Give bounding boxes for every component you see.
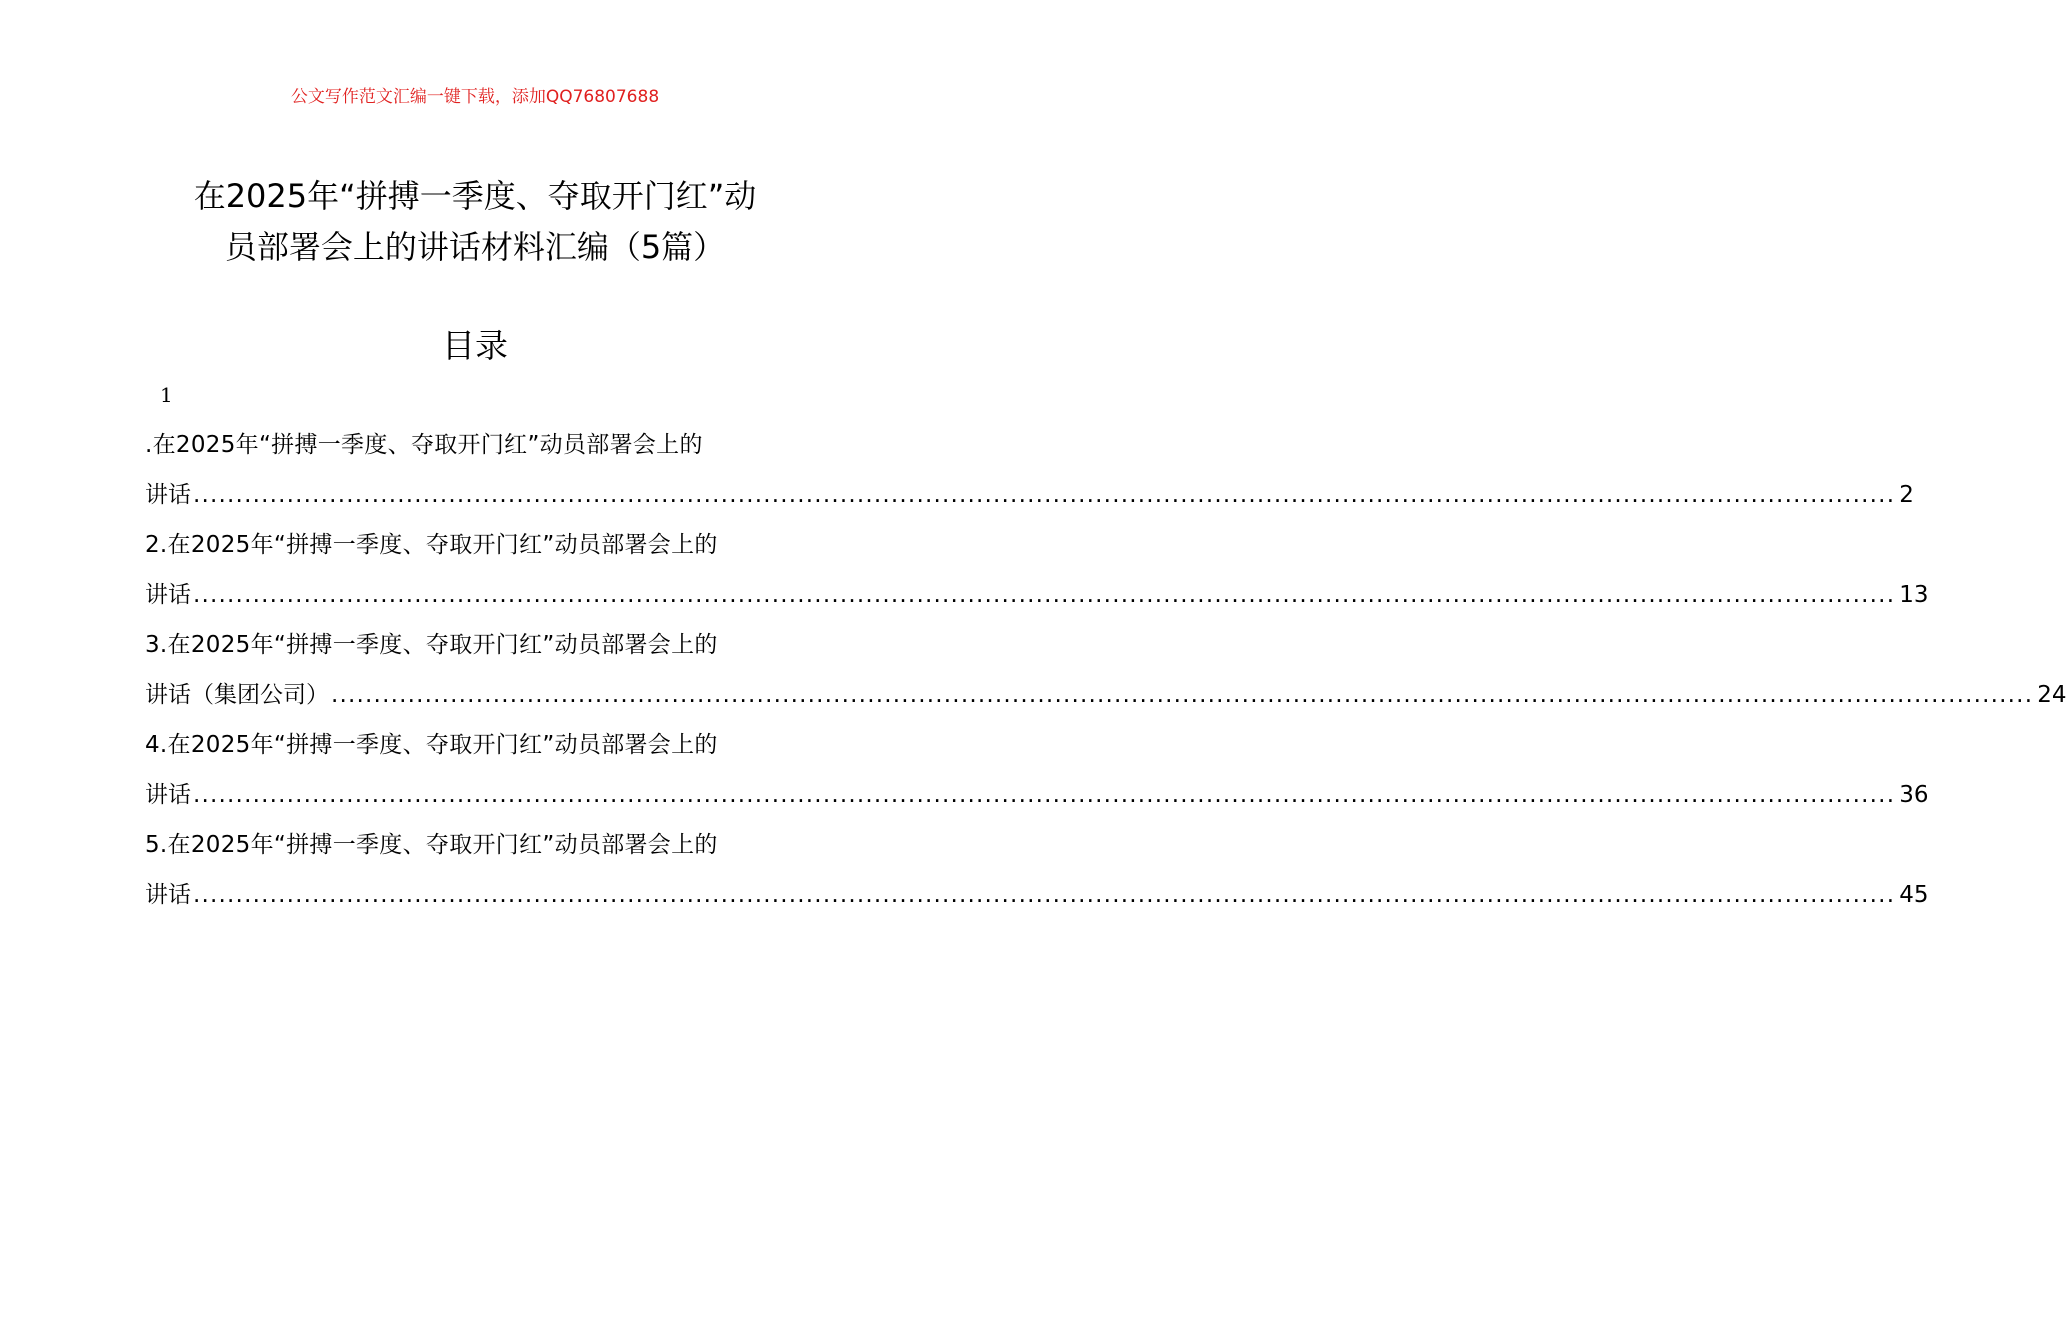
toc-entry-title: 2.在2025年“拼搏一季度、夺取开门红”动员部署会上的 <box>145 532 718 558</box>
document-title-line-1: 在2025年“拼搏一季度、夺取开门红”动 <box>193 177 757 215</box>
toc-heading: 目录 <box>442 326 508 365</box>
toc-entry-title: 4.在2025年“拼搏一季度、夺取开门红”动员部署会上的 <box>145 732 718 758</box>
document-title-line-2: 员部署会上的讲话材料汇编（5篇） <box>224 228 726 266</box>
toc-entry-continuation <box>145 870 1929 920</box>
toc-entry-title-end: 讲话 <box>145 582 191 608</box>
toc-entry-title-end: 讲话（集团公司） <box>145 682 329 708</box>
stray-page-number: 1 <box>160 383 173 407</box>
table-of-contents <box>145 420 2067 920</box>
toc-entry-4[interactable] <box>145 720 1929 820</box>
toc-entry-3[interactable] <box>145 620 2067 720</box>
toc-entry-continuation <box>145 670 2067 720</box>
download-notice: 公文写作范文汇编一键下载，添加QQ76807688 <box>290 87 660 107</box>
toc-page-number: 24 <box>2037 682 2067 708</box>
toc-entry-2[interactable] <box>145 520 1929 620</box>
toc-entry-title: .在2025年“拼搏一季度、夺取开门红”动员部署会上的 <box>145 432 703 458</box>
toc-page-number: 13 <box>1899 582 1929 608</box>
toc-entry-continuation <box>145 570 1929 620</box>
toc-entry-1[interactable] <box>145 420 1914 520</box>
toc-entry-title-end: 讲话 <box>145 782 191 808</box>
toc-page-number: 2 <box>1899 482 1914 508</box>
toc-page-number: 36 <box>1899 782 1929 808</box>
toc-entry-title: 5.在2025年“拼搏一季度、夺取开门红”动员部署会上的 <box>145 832 718 858</box>
toc-page-number: 45 <box>1899 882 1929 908</box>
dot-leader: ........................................................................................................................................................................................................ <box>331 682 2034 708</box>
toc-entry-continuation <box>145 470 1914 520</box>
dot-leader: ........................................................................................................................................................................................................ <box>193 782 1896 808</box>
toc-entry-continuation <box>145 770 1929 820</box>
dot-leader: ........................................................................................................................................................................................................ <box>193 482 1896 508</box>
toc-entry-5[interactable] <box>145 820 1929 920</box>
dot-leader: ........................................................................................................................................................................................................ <box>193 882 1896 908</box>
dot-leader: ........................................................................................................................................................................................................ <box>193 582 1896 608</box>
toc-entry-title: 3.在2025年“拼搏一季度、夺取开门红”动员部署会上的 <box>145 632 718 658</box>
toc-entry-title-end: 讲话 <box>145 482 191 508</box>
toc-entry-title-end: 讲话 <box>145 882 191 908</box>
